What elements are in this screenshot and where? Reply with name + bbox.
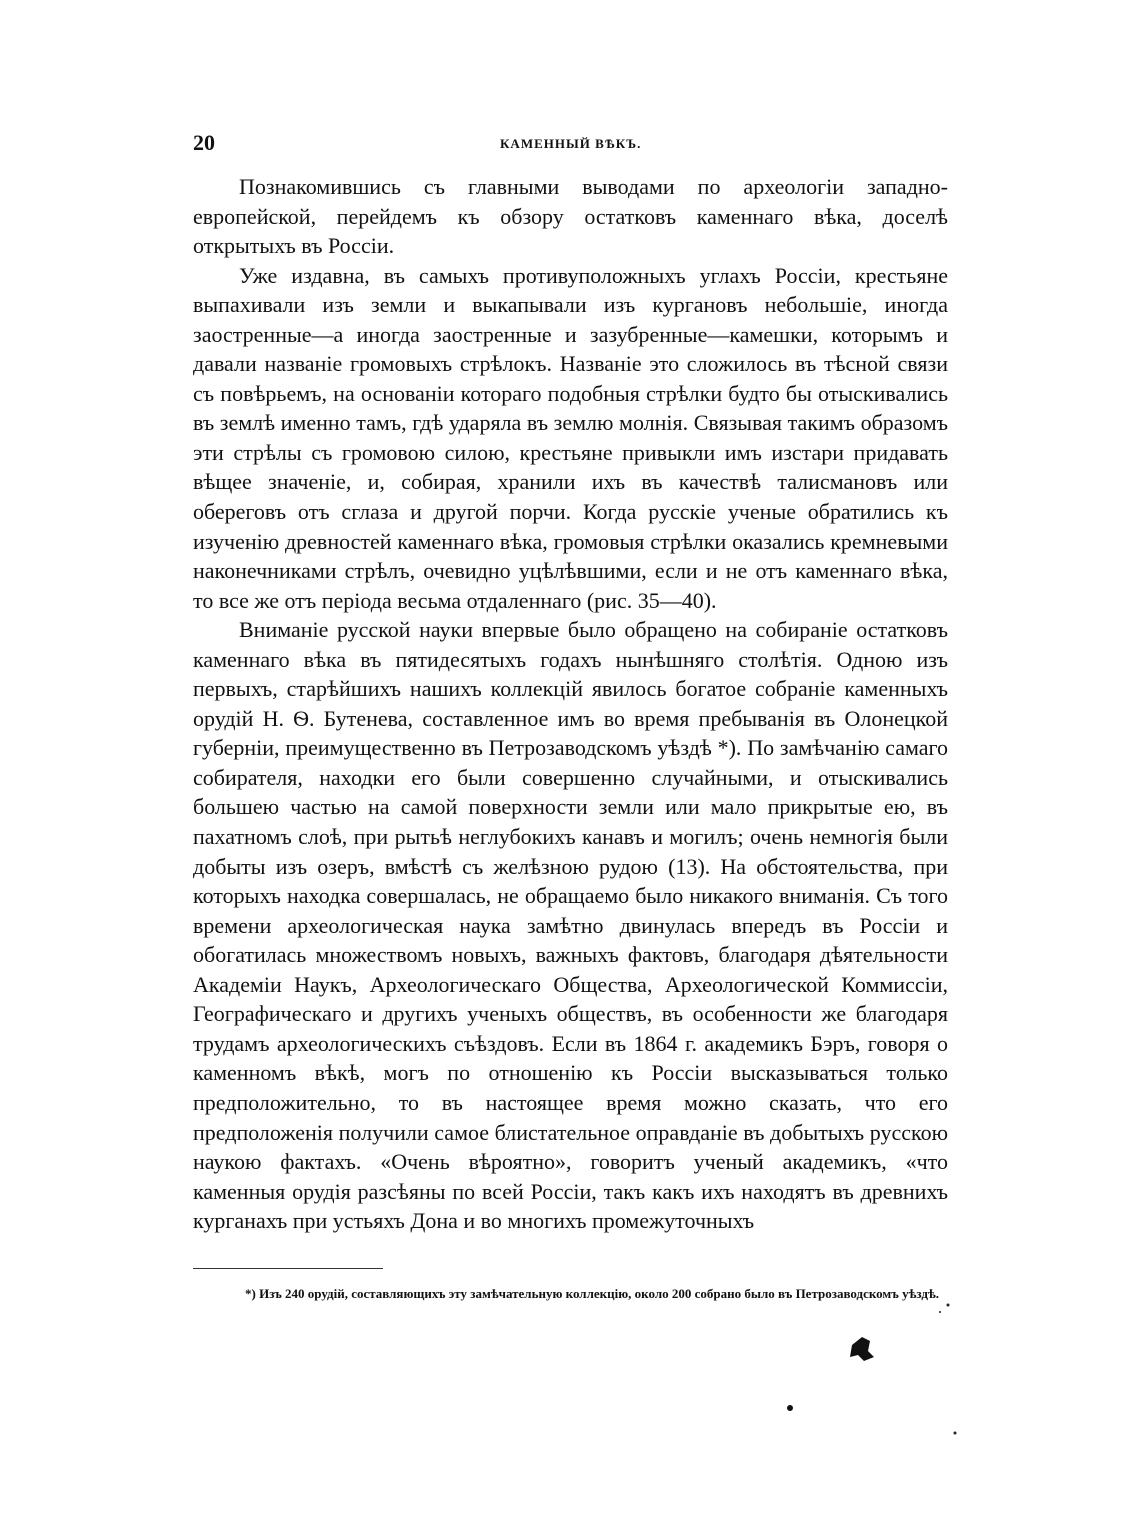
paragraph-2: Уже издавна, въ самыхъ противуположныхъ углахъ Россіи, крестьяне выпахивали изъ земли и выкапывали изъ кургановъ небольшіе, иногда заостренные—а иногда заостренные и зазубренные—камешки, которымъ и давали названіе громовыхъ стрѣлокъ. Названіе это сложилось въ тѣсной связи съ повѣрьемъ, на основаніи котораго подобныя стрѣлки будто бы отыскивались въ землѣ именно тамъ, гдѣ ударяла въ землю молнія. Связывая такимъ образомъ эти стрѣлы съ громовою силою, крестьяне привыкли имъ изстари придавать вѣщее значеніе, и, собирая, хранили ихъ въ качествѣ талисмановъ или обереговъ отъ сглаза и другой порчи. Когда русскіе ученые обратились къ изученію древностей каменнаго вѣка, громовыя стрѣлки оказались кремневыми наконечниками стрѣлъ, очевидно уцѣлѣвшими, если и не отъ каменнаго вѣка, то все же отъ періода весьма отдаленнаго (рис. 35—40). <box>193 262 948 613</box>
ink-dot <box>787 1405 793 1411</box>
page-number: 20 <box>193 130 215 155</box>
paragraph-3: Вниманіе русской науки впервые было обращено на собираніе остатковъ каменнаго вѣка въ пятидесятыхъ годахъ нынѣшняго столѣтія. Одною изъ первыхъ, старѣйшихъ нашихъ коллекцій явилось богатое собраніе каменныхъ орудій Н. Ѳ. Бутенева, составленное имъ во время пребыванія въ Олонецкой губерніи, преимущественно въ Петрозаводскомъ уѣздѣ *). По замѣчанію самаго собирателя, находки его были совершенно случайными, и отыскивались большею частью на самой поверхности земли или мало прикрытые ею, въ пахатномъ слоѣ, при рытьѣ неглубокихъ канавъ и могилъ; очень немногія были добыты изъ озеръ, вмѣстѣ съ желѣзною рудою (13). На обстоятельства, при которыхъ находка совершалась, не обращаемо было никакого вниманія. Съ того времени археологическая наука замѣтно двинулась впередъ въ Россіи и обогатилась множествомъ новыхъ, важныхъ фактовъ, благодаря дѣятельности Академіи Наукъ, Археологическаго Общества, Археологической Коммиссіи, Географическаго и другихъ ученыхъ обществъ, въ особенности же благодаря трудамъ археологическихъ съѣздовъ. Если въ 1864 г. академикъ Бэръ, говоря о каменномъ вѣкѣ, могъ по отношенію къ Россіи высказываться только предположительно, то въ настоящее время можно сказать, что его предположенія получили самое блистательное оправданіе въ добытыхъ русскою наукою фактахъ. «Очень вѣроятно», говоритъ ученый академикъ, «что каменныя орудія разсѣяны по всей Россіи, такъ какъ ихъ находятъ въ древнихъ курганахъ при устьяхъ Дона и во многихъ промежуточныхъ <box>193 617 948 1234</box>
paragraph-1: Познакомившись съ главными выводами по археологіи западно-европейской, перейдемъ къ обзору остатковъ каменнаго вѣка, доселѣ открытыхъ въ Россіи. <box>193 174 948 259</box>
footnote-text: *) Изъ 240 орудій, составляющихъ эту замѣчательную коллекцію, около 200 собрано было въ Петрозаводскомъ уѣздѣ. <box>245 1286 940 1301</box>
running-title: КАМЕННЫЙ ВѢКЪ. <box>500 136 642 151</box>
ink-dot <box>954 1432 957 1435</box>
ink-dot <box>947 1304 950 1307</box>
ink-blot <box>850 1337 874 1361</box>
ink-dot <box>939 1311 941 1313</box>
